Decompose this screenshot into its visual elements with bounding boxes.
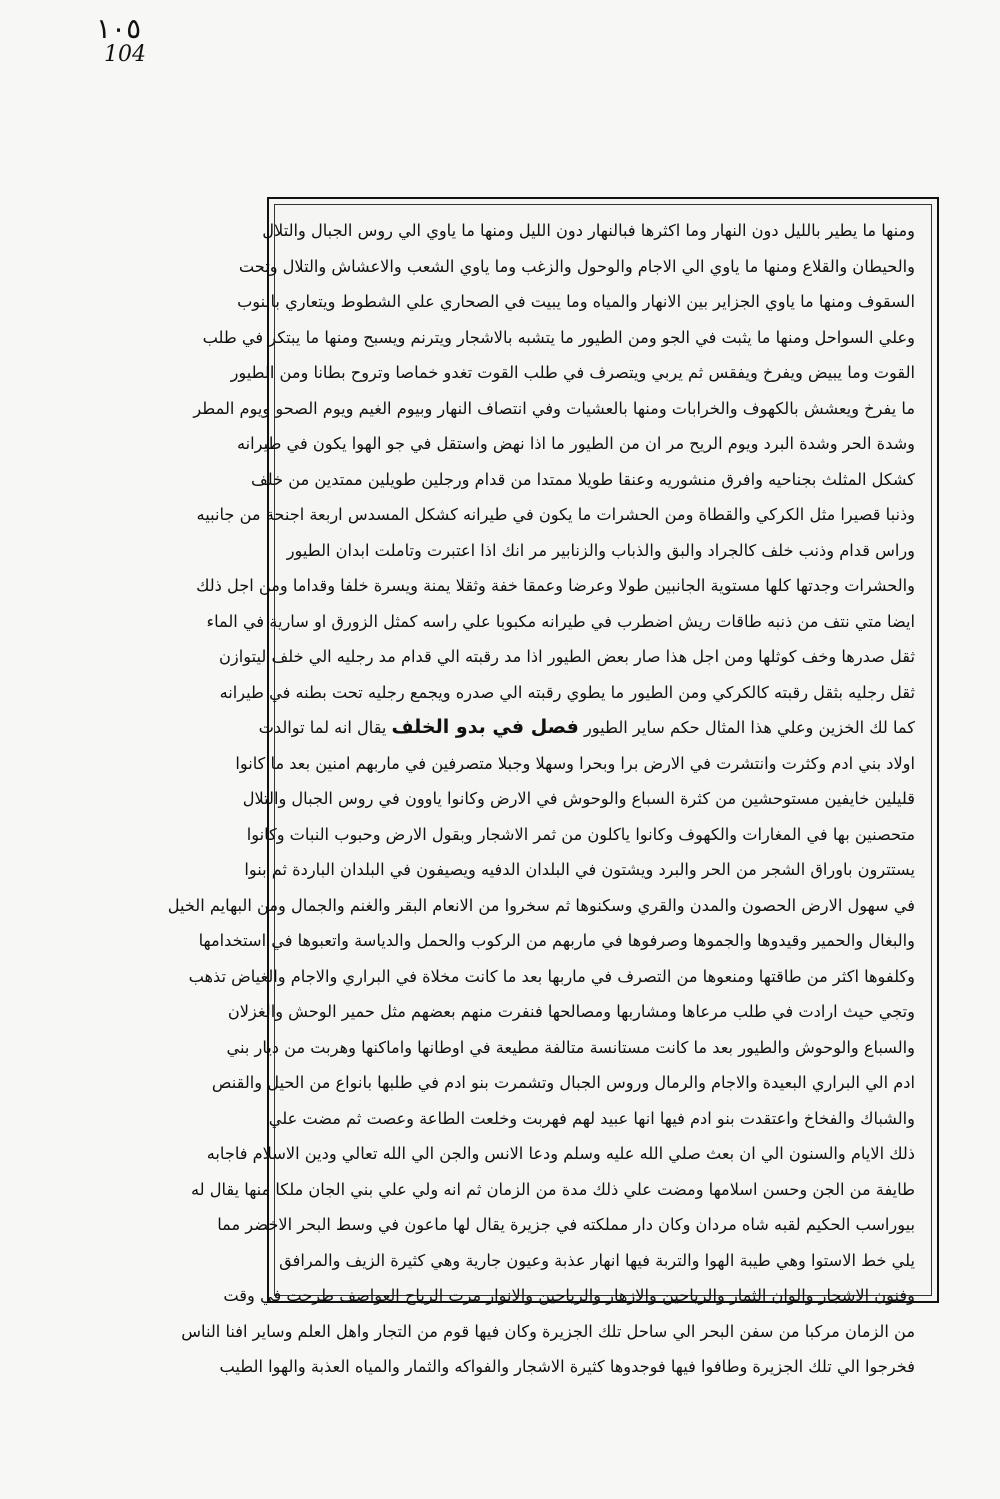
text-line: اولاد بني ادم وكثرت وانتشرت في الارض برا وبحرا وسهلا وجبلا متصرفين في ماربهم امنين بعد ما كانوا [235,753,915,773]
text-line: ما يفرخ ويعشش بالكهوف والخرابات ومنها بالعشيات وفي انتصاف النهار وبيوم الغيم ويوم الصحو ويوم المطر [193,398,915,418]
page-number-latin: 104 [104,42,146,67]
text-line: القوت وما يبيض ويفرخ ويفقس ثم يربي ويتصرف في طلب القوت تغدو خماصا وتروح بطانا ومن الطيور [230,363,915,382]
text-line: متحصنين بها في المغارات والكهوف وكانوا ياكلون من ثمر الاشجار وبقول الارض وحبوب النبات وكانوا [246,824,915,844]
text-line-part: كما لك الخزين وعلي هذا المثال حكم ساير الطيور [578,718,915,737]
text-line: ايضا متي نتف من ذنبه طاقات ريش اضطرب في طيرانه مكبوبا علي راسه كمثل الزورق او سارية في الماء [206,611,915,631]
text-line: كشكل المثلث بجناحيه وافرق منشوريه وعنقا طويلا ممتدا من قدام ورجلين طويلين ممتدين من خلف [251,469,915,489]
text-line: قليلين خايفين مستوحشين من كثرة السباع والوحوش في الارض وكانوا ياوون في روس الجبال والتلال [242,789,915,808]
page-number-arabic: ١٠٥ [96,12,142,45]
text-line: ذلك الايام والسنون الي ان بعث صلي الله عليه وسلم ودعا الانس والجن الي الله تعالي ودين الاسلام فاجابه [206,1144,915,1163]
text-line: وذنبا قصيرا مثل الكركي والقطاة ومن الحشرات ما يكون في طيرانه كشكل المسدس اربعة اجنحة من جانبيه [196,505,915,524]
section-heading: فصل في بدو الخلف [391,716,579,738]
text-line: وشدة الحر وشدة البرد ويوم الريح مر ان من الطيور ما اذا نهض واستقل في جو الهوا يكون في طيرانه [237,434,915,453]
text-line: فخرجوا الي تلك الجزيرة وطافوا فيها فوجدوها كثيرة الاشجار والفواكه والثمار والمياه العذبة والهوا الطيب [219,1357,915,1376]
text-line: والحشرات وجدتها كلها مستوية الجانبين طولا وعرضا وعمقا خفة وثقلا يمنة ويسرة خلفا وقداما ومن اجل ذلك [196,576,915,595]
text-line: في سهول الارض الحصون والمدن والقري وسكنوها ثم سخروا من الانعام البقر والغنم والجمال ومن البهايم الخيل [167,895,915,915]
text-line: وفنون الاشجار والوان الثمار والرياحين والازهار والرياحين والانوار مرت الرياح العواصف طرحت في وقت [223,1286,915,1305]
text-line: والبغال والحمير وقيدوها والجموها وصرفوها في ماربهم من الركوب والحمل والدياسة واتعبوها في استخدامها [198,931,915,950]
text-line: ادم الي البراري البعيدة والاجام والرمال وروس الجبال وتشمرت بنو ادم في طلبها بانواع من الحيل والقنص [211,1073,915,1092]
text-line: ثقل رجليه بثقل رقبته كالكركي ومن الطيور ما يطوي رقبته الي صدره ويجمع رجليه تحت بطنه في طيرانه [219,682,915,702]
text-line: طايفة من الجن وحسن اسلامها ومضت علي ذلك مدة من الزمان ثم انه ولي علي بني الجان ملكا منها يقال له [190,1179,915,1199]
text-line: وعلي السواحل ومنها ما يثبت في الجو ومن الطيور ما يتشبه بالاشجار ويترنم ويسبح ومنها ما يبتكر في طلب [202,327,915,347]
text-line: وراس قدام وذنب خلف كالجراد والبق والذباب والزنابير مر انك اذا اعتبرت وتاملت ابدان الطيور [286,540,915,560]
text-line: بيوراسب الحكيم لقبه شاه مردان وكان دار مملكته في جزيرة يقال لها ماعون في وسط البحر الاخضر مما [217,1215,915,1234]
text-line: وتجي حيث ارادت في طلب مرعاها ومشاربها ومصالحها فنفرت منهم بعضهم مثل حمير الوحش والغزلان [227,1002,915,1021]
text-line: يلي خط الاستوا وهي طيبة الهوا والتربة فيها انهار عذبة وعيون جارية وهي كثيرة الزيف والمرافق [279,1250,915,1270]
text-line-part: يقال انه لما توالدت [258,718,392,737]
page-number [96,14,156,66]
text-frame [167,197,939,1376]
text-line: وكلفوها اكثر من طاقتها ومنعوها من التصرف في ماربها بعد ما كانت مخلاة في البراري والاجام والغياض تذهب [188,966,915,986]
text-line [258,710,915,746]
text-line: والشباك والفخاخ واعتقدت بنو ادم فيها انها عبيد لهم فهربت وخلعت الطاعة وعصت ثم مضت علي [268,1108,915,1128]
text-line: من الزمان مركبا من سفن البحر الي ساحل تلك الجزيرة وكان فيها قوم من التجار واهل العلم وساير افنا الناس [181,1321,915,1341]
text-line: ومنها ما يطير بالليل دون النهار وما اكثرها فبالنهار دون الليل ومنها ما ياوي الي روس الجبال والتلال [262,221,915,240]
text-line: يستترون باوراق الشجر من الحر والبرد ويشتون في البلدان الدفيه ويصيفون في البلدان الباردة ثم بنوا [244,860,915,879]
text-line: والسباع والوحوش والطيور بعد ما كانت مستانسة متالفة مطيعة في اوطانها واماكنها وهربت من ديار بني [226,1037,915,1057]
text-line: ثقل صدرها وخف كوثلها ومن اجل هذا صار بعض الطيور اذا مد رقبته الي قدام مد رجليه الي خلف ليتوازن [219,647,915,666]
manuscript-text [167,213,915,1376]
text-line: السقوف ومنها ما ياوي الجزاير بين الانهار والمياه وما يبيت في الصحاري علي الشطوط ويتعاري بالنوب [237,292,915,311]
text-line: والحيطان والقلاع ومنها ما ياوي الي الاجام والوحول والزغب وما ياوي الشعب والاعشاش والتلال وتحت [238,256,915,276]
